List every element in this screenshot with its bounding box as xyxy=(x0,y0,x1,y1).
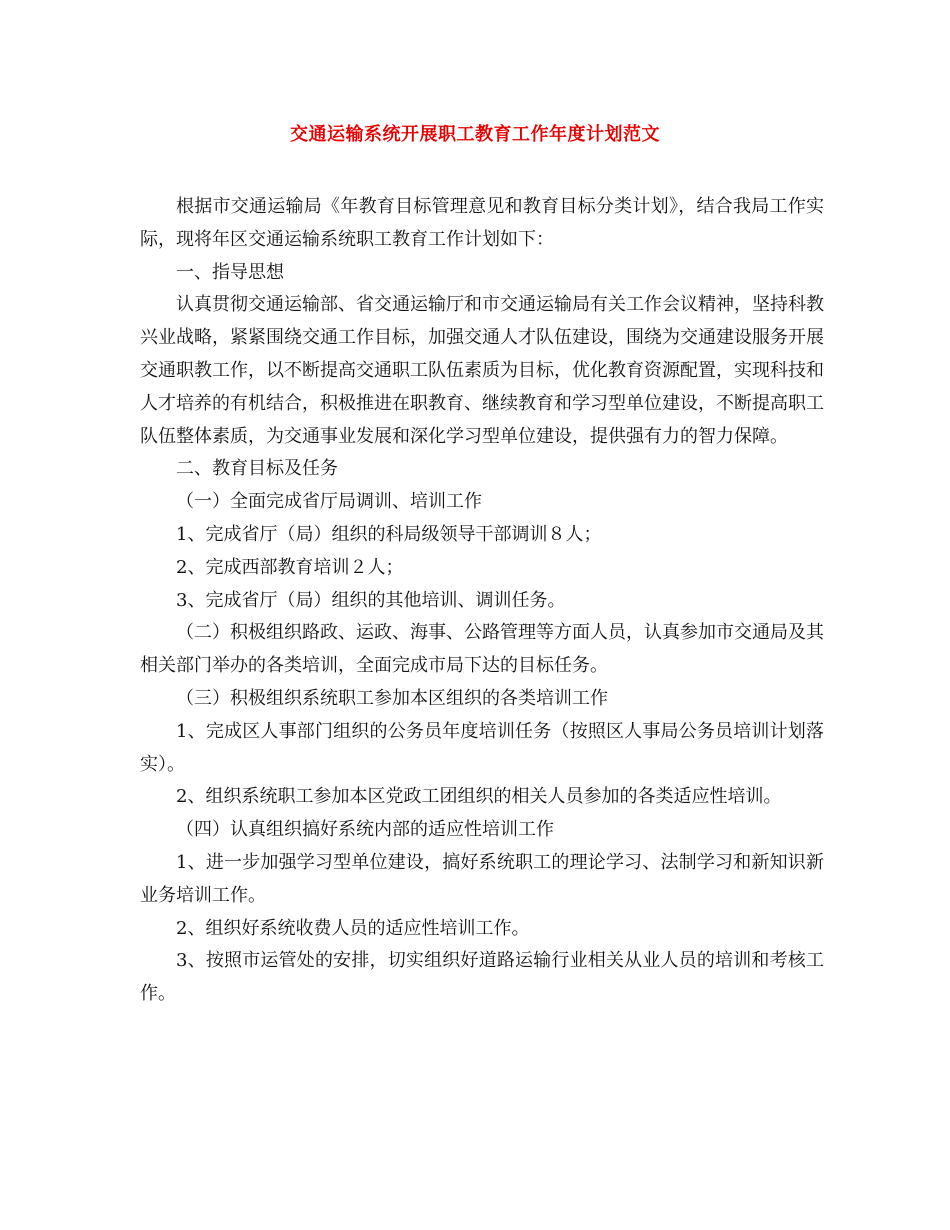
list-item: 3、完成省厅（局）组织的其他培训、调训任务。 xyxy=(176,589,566,611)
list-item: 2、组织好系统收费人员的适应性培训工作。 xyxy=(176,917,530,939)
section-heading-guiding-ideology: 一、指导思想 xyxy=(176,261,284,283)
subsection-heading-1: （一）全面完成省厅局调训、培训工作 xyxy=(176,491,482,513)
list-item: 2、组织系统职工参加本区党政工团组织的相关人员参加的各类适应性培训。 xyxy=(176,786,782,808)
list-item: 3、按照市运管处的安排，切实组织好道路运输行业相关从业人员的培训和考核工作。 xyxy=(140,950,824,1005)
document-body xyxy=(140,191,824,1011)
list-item: 1、进一步加强学习型单位建设，搞好系统职工的理论学习、法制学习和新知识新业务培训工作。 xyxy=(140,851,824,906)
subsection-paragraph-2: （二）积极组织路政、运政、海事、公路管理等方面人员，认真参加市交通局及其相关部门举办的各类培训，全面完成市局下达的目标任务。 xyxy=(140,622,824,677)
subsection-heading-3: （三）积极组织系统职工参加本区组织的各类培训工作 xyxy=(176,687,608,709)
list-item: 2、完成西部教育培训２人； xyxy=(176,556,404,578)
document-title: 交通运输系统开展职工教育工作年度计划范文 xyxy=(290,124,660,145)
list-item: 1、完成省厅（局）组织的科局级领导干部调训８人； xyxy=(176,523,602,545)
subsection-heading-4: （四）认真组织搞好系统内部的适应性培训工作 xyxy=(176,819,554,841)
section-heading-goals-tasks: 二、教育目标及任务 xyxy=(176,458,338,480)
list-item: 1、完成区人事部门组织的公务员年度培训任务（按照区人事局公务员培训计划落实）。 xyxy=(140,720,824,775)
paragraph-intro: 根据市交通运输局《年教育目标管理意见和教育目标分类计划》，结合我局工作实际，现将年区交通运输系统职工教育工作计划如下： xyxy=(140,196,824,250)
paragraph-guiding-ideology: 认真贯彻交通运输部、省交通运输厅和市交通运输局有关工作会议精神，坚持科教兴业战略，紧紧围绕交通工作目标，加强交通人才队伍建设，围绕为交通建设服务开展交通职教工作，以不断提高交通职工队伍素质为目标，优化教育资源配置，实现科技和人才培养的有机结合，积极推进在职教育、继续教育和学习型单位建设，不断提高职工队伍整体素质，为交通事业发展和深化学习型单位建设，提供强有力的智力保障。 xyxy=(140,294,824,447)
